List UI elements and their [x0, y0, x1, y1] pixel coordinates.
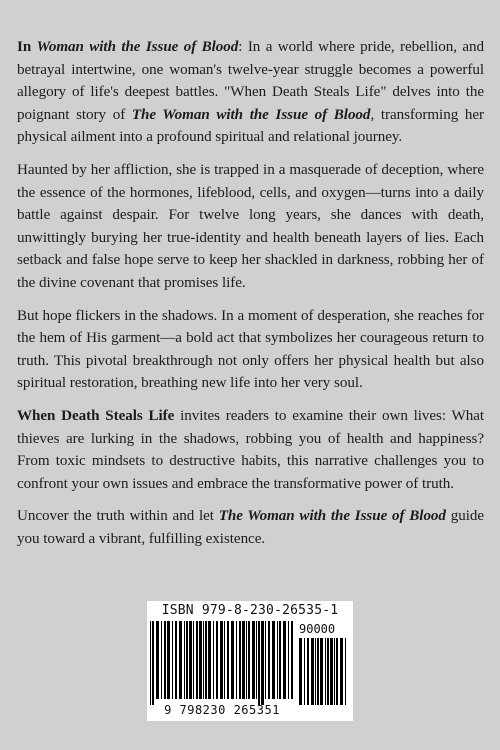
barcode-bar — [150, 621, 151, 705]
barcode-bar — [261, 621, 264, 705]
barcode-bar — [330, 638, 333, 705]
barcode-bar — [272, 621, 275, 699]
ean-barcode-icon — [150, 621, 296, 705]
barcode-bar — [199, 621, 202, 699]
barcode-bar — [340, 638, 343, 705]
blurb-paragraph-4: When Death Steals Life invites readers to examine their own lives: What thieves are lurking in the shadows, robbing you of health and happiness? From toxic mindsets to destructive habits, this narrative challenges you to confront your own issues and embrace the transformative power of truth. — [17, 407, 484, 492]
barcode-bar — [216, 621, 218, 699]
barcode-bar — [345, 638, 346, 705]
barcode-bar — [311, 638, 314, 705]
barcode-bar — [184, 621, 185, 699]
barcode-bar — [161, 621, 162, 699]
barcode-bar — [256, 621, 257, 699]
barcode-bar — [193, 621, 194, 699]
book-title-ref: The Woman with the Issue of Blood — [218, 508, 446, 525]
barcode-bar — [288, 621, 289, 699]
barcode-bar — [196, 621, 198, 699]
barcode-bar — [172, 621, 173, 699]
barcode-bar — [317, 638, 319, 705]
barcode-bar — [248, 621, 250, 699]
price-code-label: 90000 — [299, 622, 336, 636]
barcode-bar — [246, 621, 247, 699]
back-cover-blurb — [17, 36, 484, 560]
barcode-bar — [239, 621, 241, 699]
barcode-bar — [175, 621, 177, 699]
barcode-bar — [268, 621, 270, 699]
isbn-barcode — [147, 601, 353, 721]
book-title-ref: The Woman with the Issue of Blood — [131, 106, 371, 123]
barcode-bar — [156, 621, 159, 699]
barcode-bar — [231, 621, 234, 699]
barcode-bar — [291, 621, 293, 699]
barcode-bar — [179, 621, 182, 699]
barcode-bar — [167, 621, 170, 699]
barcode-bar — [252, 621, 255, 699]
price-addon-barcode-icon — [299, 638, 349, 705]
barcode-bar — [213, 621, 214, 699]
ean-digits: 9 798230 265351 — [164, 703, 280, 717]
lead-word: In — [17, 39, 37, 55]
barcode-bar — [164, 621, 166, 699]
barcode-bar — [152, 621, 154, 705]
isbn-label: ISBN 979-8-230-26535-1 — [161, 603, 339, 618]
barcode-bar — [205, 621, 207, 699]
barcode-bar — [327, 638, 329, 705]
barcode-bar — [283, 621, 286, 699]
barcode-bar — [186, 621, 188, 699]
blurb-paragraph-1: In Woman with the Issue of Blood: In a world where pride, rebellion, and betrayal intertwine, one woman's twelve-year struggle becomes a powerful allegory of life's deepest battles. "When Death Steals Life" delves into the poignant story of The Woman with the Issue of Blood, transforming her physical ailment into a profound spiritual and relational journey. — [17, 39, 484, 146]
barcode-bar — [299, 638, 302, 705]
barcode-bar — [220, 621, 223, 699]
barcode-bar — [242, 621, 245, 699]
barcode-bar — [203, 621, 204, 699]
book-title-bold: When Death Steals Life — [17, 407, 175, 424]
barcode-bar — [227, 621, 229, 699]
barcode-bar — [307, 638, 309, 705]
barcode-bar — [265, 621, 266, 699]
barcode-bar — [336, 638, 338, 705]
barcode-bar — [325, 638, 326, 705]
barcode-bar — [236, 621, 237, 699]
barcode-bar — [189, 621, 192, 699]
barcode-bar — [320, 638, 323, 705]
barcode-bar — [277, 621, 278, 699]
blurb-paragraph-3: But hope flickers in the shadows. In a moment of desperation, she reaches for the hem of His garment—a bold act that symbolizes her courageous return to truth. This pivotal breakthrough not only offers her physical health but also spiritual restoration, breathing new life into her very soul. — [17, 307, 484, 392]
barcode-bar — [279, 621, 281, 699]
barcode-bar — [304, 638, 305, 705]
barcode-bar — [334, 638, 335, 705]
barcode-bar — [258, 621, 260, 705]
barcode-bar — [208, 621, 211, 699]
blurb-paragraph-5: Uncover the truth within and let The Woman with the Issue of Blood guide you toward a vibrant, fulfilling existence. — [17, 508, 485, 547]
barcode-bar — [224, 621, 225, 699]
book-title-ref: Woman with the Issue of Blood — [36, 39, 239, 55]
blurb-paragraph-2: Haunted by her affliction, she is trapped in a masquerade of deception, where the essence of the hormones, lifeblood, cells, and oxygen—turns into a daily battle against despair. For twelve long years, she dances with death, unwittingly burying her true-identity and health beneath layers of lies. Each setback and false hope serve to keep her shackled in darkness, robbing her of the divine covenant that promises life. — [17, 161, 484, 291]
barcode-bar — [315, 638, 316, 705]
